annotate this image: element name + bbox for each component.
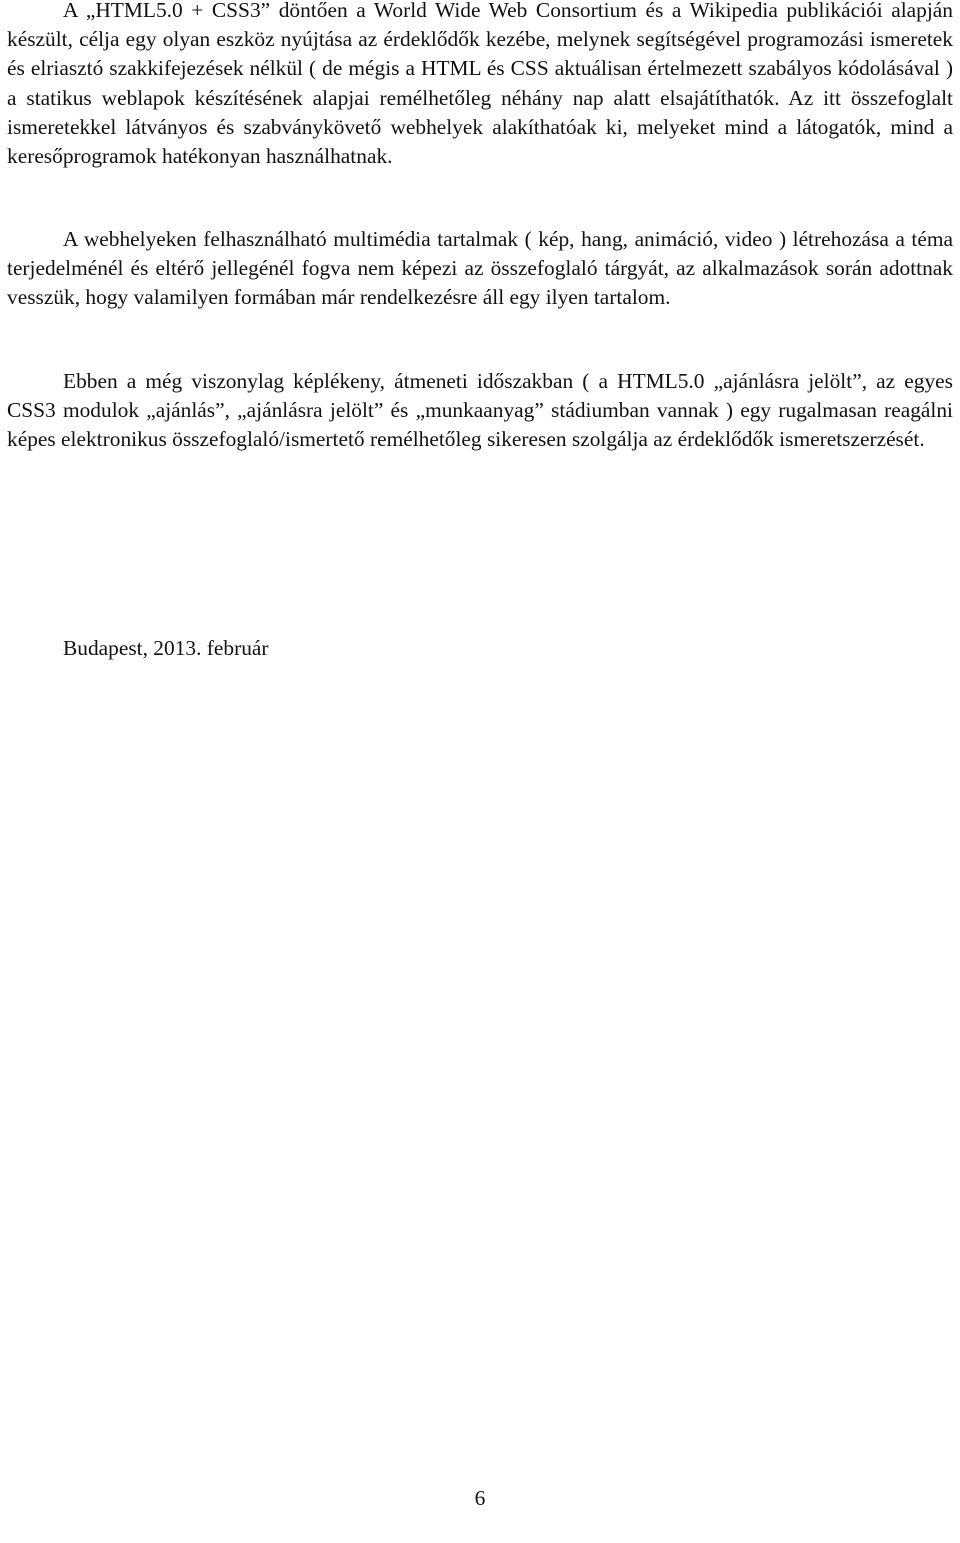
place-date: Budapest, 2013. február — [63, 636, 269, 660]
page-number: 6 — [474, 1486, 486, 1510]
transition-paragraph: Ebben a még viszonylag képlékeny, átmeneti időszakban ( a HTML5.0 „ajánlásra jelölt”, az egyes CSS3 modulok „ajánlás”, „ajánlásra jelölt” és „munkaanyag” stádiumban vannak ) egy rugalmasan reagálni képes elektronikus összefoglaló/ismertető remélhetőleg sikeresen szolgálja az érdeklődők ismeretszerzését. — [7, 369, 953, 452]
multimedia-paragraph: A webhelyeken felhasználható multimédia tartalmak ( kép, hang, animáció, video ) létrehozása a téma terjedelménél és eltérő jellegénél fogva nem képezi az összefoglaló tárgyát, az alkalmazások során adottnak vesszük, hogy valamilyen formában már rendelkezésre áll egy ilyen tartalom. — [7, 227, 953, 310]
intro-paragraph: A „HTML5.0 + CSS3” döntően a World Wide Web Consortium és a Wikipedia publikációi alapján készült, célja egy olyan eszköz nyújtása az érdeklődők kezébe, melynek segítségével programozási ismeretek és elriasztó szakkifejezések nélkül ( de mégis a HTML és CSS aktuálisan értelmezett szabályos kódolásával ) a statikus weblapok készítésének alapjai remélhetőleg néhány nap alatt elsajátíthatók. Az itt összefoglalt ismeretekkel látványos és szabványkövető webhelyek alakíthatóak ki, melyeket mind a látogatók, mind a keresőprogramok hatékonyan használhatnak. — [7, 0, 953, 169]
